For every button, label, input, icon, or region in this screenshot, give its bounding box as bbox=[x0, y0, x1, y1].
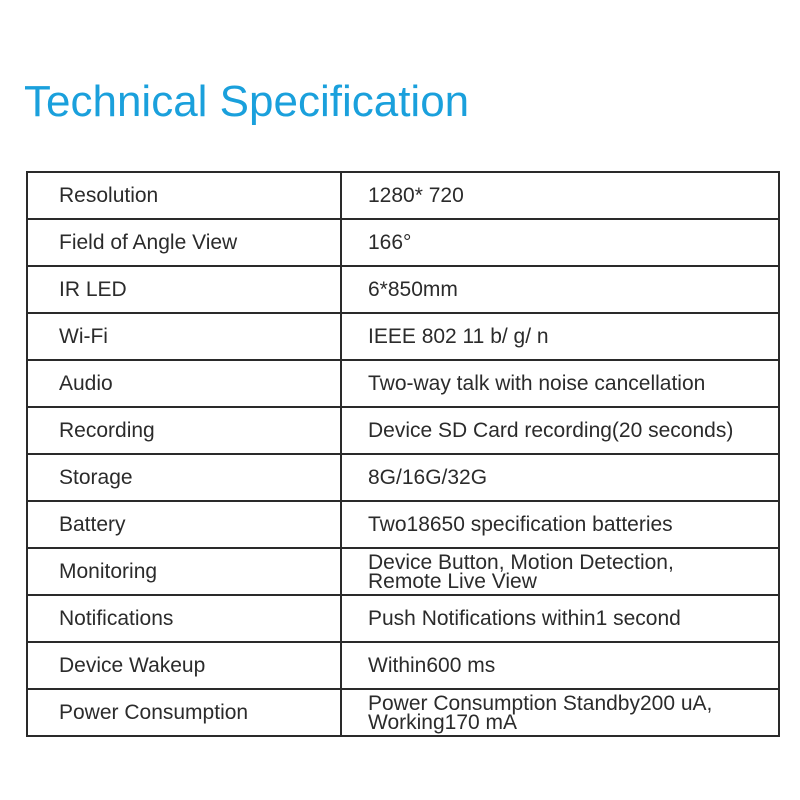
table-row-field-of-angle-view bbox=[27, 219, 779, 266]
spec-value bbox=[341, 689, 779, 736]
spec-value: Two-way talk with noise cancellation bbox=[341, 360, 779, 407]
spec-value: 1280* 720 bbox=[341, 172, 779, 219]
spec-value-line1: Power Consumption Standby200 uA, bbox=[368, 691, 713, 715]
table-row-notifications bbox=[27, 595, 779, 642]
table-row-storage bbox=[27, 454, 779, 501]
spec-label: Field of Angle View bbox=[27, 219, 341, 266]
table-row-wifi bbox=[27, 313, 779, 360]
spec-label: Battery bbox=[27, 501, 341, 548]
spec-value-line1: Device Button, Motion Detection, bbox=[368, 550, 674, 574]
table-row-recording bbox=[27, 407, 779, 454]
spec-value: IEEE 802 11 b/ g/ n bbox=[341, 313, 779, 360]
spec-label: Notifications bbox=[27, 595, 341, 642]
spec-label: Resolution bbox=[27, 172, 341, 219]
spec-label: Device Wakeup bbox=[27, 642, 341, 689]
page-title: Technical Specification bbox=[24, 77, 470, 126]
spec-value-line2: Remote Live View bbox=[368, 569, 537, 593]
spec-label: Monitoring bbox=[27, 548, 341, 595]
spec-value bbox=[341, 548, 779, 595]
table-row-device-wakeup bbox=[27, 642, 779, 689]
spec-label: IR LED bbox=[27, 266, 341, 313]
spec-value: Two18650 specification batteries bbox=[341, 501, 779, 548]
table-row-resolution bbox=[27, 172, 779, 219]
table-row-ir-led bbox=[27, 266, 779, 313]
spec-value: Within600 ms bbox=[341, 642, 779, 689]
table-row-power-consumption bbox=[27, 689, 779, 736]
spec-label: Recording bbox=[27, 407, 341, 454]
spec-label: Power Consumption bbox=[27, 689, 341, 736]
table-row-audio bbox=[27, 360, 779, 407]
table-row-battery bbox=[27, 501, 779, 548]
spec-value: Push Notifications within1 second bbox=[341, 595, 779, 642]
spec-label: Audio bbox=[27, 360, 341, 407]
spec-value: 8G/16G/32G bbox=[341, 454, 779, 501]
spec-value: Device SD Card recording(20 seconds) bbox=[341, 407, 779, 454]
spec-value: 166° bbox=[341, 219, 779, 266]
spec-label: Storage bbox=[27, 454, 341, 501]
spec-value-line2: Working170 mA bbox=[368, 710, 518, 734]
table-row-monitoring bbox=[27, 548, 779, 595]
spec-table-body bbox=[27, 172, 779, 736]
spec-value: 6*850mm bbox=[341, 266, 779, 313]
spec-table bbox=[26, 171, 780, 737]
spec-label: Wi-Fi bbox=[27, 313, 341, 360]
